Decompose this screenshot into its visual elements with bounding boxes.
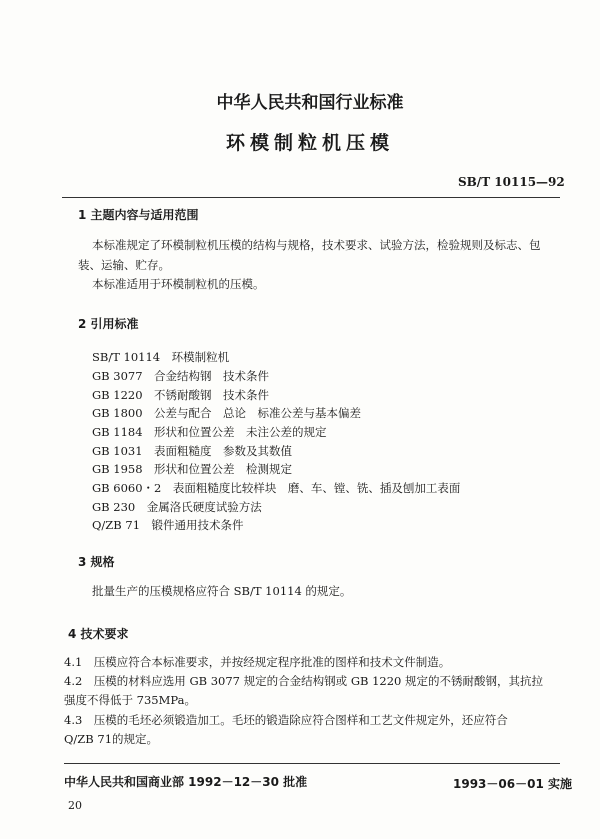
section-heading: 4 技术要求 bbox=[68, 627, 129, 641]
clause-line: 4.3 压模的毛坯必须锻造加工。毛坯的锻造除应符合图样和工艺文件规定外，还应符合 bbox=[64, 713, 508, 727]
reference-item: Q/ZB 71 锻件通用技术条件 bbox=[92, 518, 244, 532]
divider bbox=[62, 197, 560, 198]
section-heading: 2 引用标准 bbox=[78, 317, 139, 331]
reference-item: GB 230 金属洛氏硬度试验方法 bbox=[92, 500, 262, 514]
issuing-category: 中华人民共和国行业标准 bbox=[216, 93, 404, 113]
standard-code: SB/T 10115—92 bbox=[458, 175, 565, 189]
reference-item: GB 1184 形状和位置公差 未注公差的规定 bbox=[92, 425, 327, 439]
reference-item: GB 1031 表面粗糙度 参数及其数值 bbox=[92, 444, 293, 458]
effective-date: 1993－06－01 实施 bbox=[453, 777, 572, 791]
paragraph-line: 装、运输、贮存。 bbox=[78, 258, 170, 272]
clause-line: 4.2 压模的材料应选用 GB 3077 规定的合金结构钢或 GB 1220 规定的不锈耐酸钢，其抗拉 bbox=[64, 674, 544, 688]
reference-item: SB/T 10114 环模制粒机 bbox=[92, 350, 230, 364]
clause-line: Q/ZB 71的规定。 bbox=[64, 732, 159, 746]
paragraph-line: 批量生产的压模规格应符合 SB/T 10114 的规定。 bbox=[92, 584, 352, 598]
clause-line: 强度不得低于 735MPa。 bbox=[64, 693, 196, 707]
approval-date: 中华人民共和国商业部 1992－12－30 批准 bbox=[64, 775, 308, 789]
section-heading: 1 主题内容与适用范围 bbox=[78, 208, 199, 222]
document-title: 环模制粒机压模 bbox=[225, 132, 394, 154]
footer-divider bbox=[64, 763, 560, 764]
reference-item: GB 6060・2 表面粗糙度比较样块 磨、车、镗、铣、插及刨加工表面 bbox=[92, 481, 461, 495]
reference-item: GB 1800 公差与配合 总论 标准公差与基本偏差 bbox=[92, 406, 362, 420]
clause-line: 4.1 压模应符合本标准要求，并按经规定程序批准的图样和技术文件制造。 bbox=[64, 655, 451, 669]
reference-item: GB 1958 形状和位置公差 检测规定 bbox=[92, 462, 293, 476]
section-heading: 3 规格 bbox=[78, 555, 115, 569]
reference-item: GB 3077 合金结构钢 技术条件 bbox=[92, 369, 270, 383]
page-number: 20 bbox=[68, 799, 82, 812]
reference-item: GB 1220 不锈耐酸钢 技术条件 bbox=[92, 388, 270, 402]
paragraph-line: 本标准适用于环模制粒机的压模。 bbox=[92, 277, 265, 291]
paragraph-line: 本标准规定了环模制粒机压模的结构与规格，技术要求、试验方法，检验规则及标志、包 bbox=[92, 238, 541, 252]
